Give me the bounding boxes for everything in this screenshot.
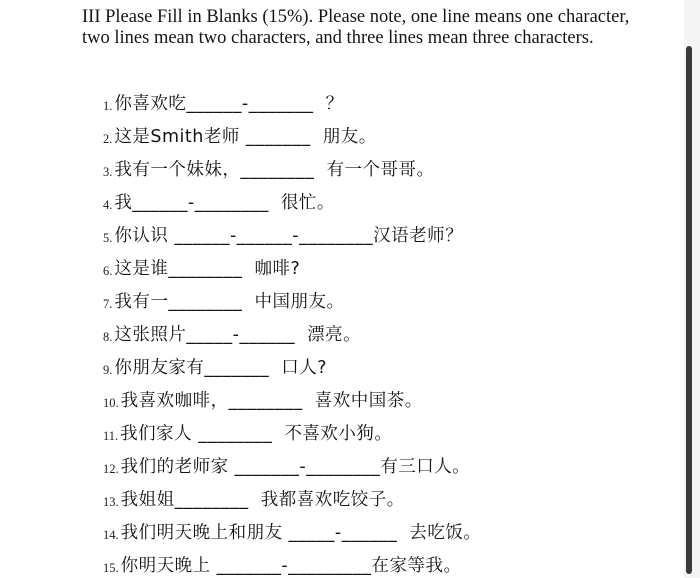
question-text: 我______-________ 很忙。: [114, 193, 335, 213]
question-number: 8.: [103, 330, 113, 344]
scrollbar-thumb[interactable]: [686, 46, 692, 574]
question-item: [103, 82, 683, 115]
question-number: 3.: [103, 165, 113, 179]
question-text: 你喜欢吃______-_______ ？: [114, 94, 344, 114]
question-number: 6.: [103, 264, 113, 278]
question-text: 你认识 ______-______-________汉语老师？: [114, 226, 464, 246]
question-text: 我们家人 ________ 不喜欢小狗。: [120, 424, 393, 444]
question-item: [103, 412, 683, 445]
question-text: 这张照片_____-______ 漂亮。: [114, 325, 362, 345]
question-number: 13.: [103, 495, 119, 509]
question-item: [103, 181, 683, 214]
question-number: 11.: [103, 429, 119, 443]
question-text: 我有一________ 中国朋友。: [114, 292, 345, 312]
question-number: 14.: [103, 528, 119, 542]
question-number: 4.: [103, 198, 113, 212]
question-text: 我们的老师家 _______-________有三口人。: [120, 457, 471, 477]
question-number: 7.: [103, 297, 113, 311]
question-item: [103, 544, 683, 577]
question-text: 我喜欢咖啡，________ 喜欢中国茶。: [120, 391, 423, 411]
question-number: 10.: [103, 396, 119, 410]
question-text: 我有一个妹妹，________ 有一个哥哥。: [114, 160, 435, 180]
question-item: [103, 445, 683, 478]
question-text: 这是Smith老师 _______ 朋友。: [114, 127, 377, 147]
question-item: [103, 247, 683, 280]
question-text: 你明天晚上 _______-_________在家等我。: [120, 556, 462, 576]
question-item: [103, 346, 683, 379]
question-item: [103, 148, 683, 181]
question-text: 这是谁________ 咖啡?: [114, 259, 301, 279]
question-item: [103, 478, 683, 511]
question-item: [103, 115, 683, 148]
question-item: [103, 511, 683, 544]
question-item: [103, 214, 683, 247]
question-number: 5.: [103, 231, 113, 245]
question-number: 9.: [103, 363, 113, 377]
question-text: 我们明天晚上和朋友 _____-______ 去吃饭。: [120, 523, 482, 543]
question-item: [103, 280, 683, 313]
question-item: [103, 313, 683, 346]
question-number: 15.: [103, 561, 119, 575]
question-number: 1.: [103, 99, 113, 113]
question-text: 你朋友家有_______ 口人?: [114, 358, 328, 378]
question-number: 12.: [103, 462, 119, 476]
question-text: 我姐姐________ 我都喜欢吃饺子。: [120, 490, 405, 510]
section-instructions: III Please Fill in Blanks (15%). Please note, one line means one character, two lines mean two characters, and three lines mean three characters.: [82, 7, 630, 48]
question-item: [103, 379, 683, 412]
question-number: 2.: [103, 132, 113, 146]
fill-in-blank-list: [103, 82, 683, 577]
